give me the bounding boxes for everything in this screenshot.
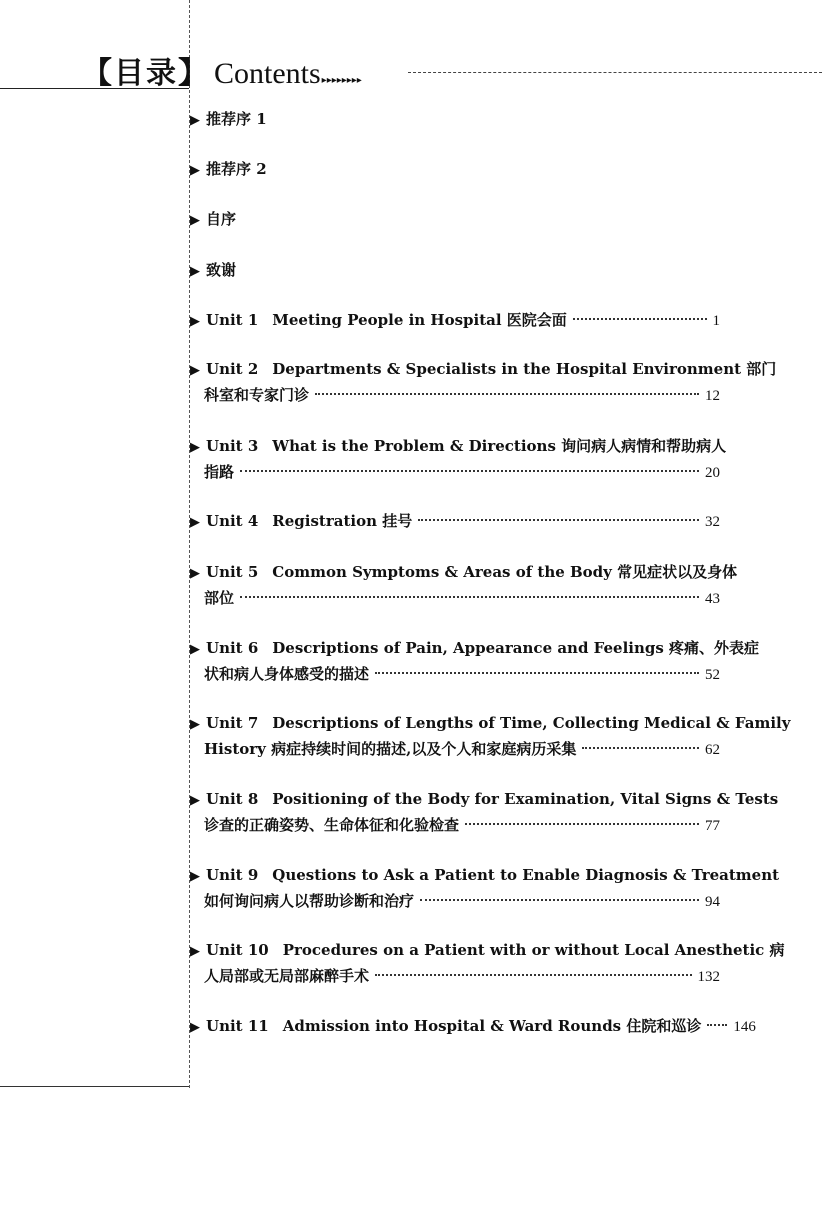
leader-dots	[420, 899, 699, 901]
page-number: 146	[733, 1019, 756, 1035]
header-rule-right	[408, 72, 822, 73]
toc-entry-label: 自序	[206, 210, 237, 228]
unit-title: Positioning of the Body for Examination, Vital Signs & Tests	[272, 790, 779, 808]
unit-title-continued: 人局部或无局部麻醉手术	[204, 967, 370, 985]
unit-title: Questions to Ask a Patient to Enable Diagnosis & Treatment	[272, 866, 780, 884]
unit-number: Unit 8	[206, 790, 259, 808]
leader-dots	[582, 747, 699, 749]
leader-dots	[315, 393, 699, 395]
toc-entry-unit-2[interactable]	[190, 356, 777, 408]
page-number: 12	[705, 388, 720, 404]
unit-number: Unit 10	[206, 941, 269, 959]
leader-dots	[240, 596, 699, 598]
toc-entry-unit-5[interactable]	[190, 559, 738, 611]
toc-entry-unit-7[interactable]	[190, 710, 791, 762]
unit-number: Unit 2	[206, 360, 259, 378]
toc-entry-unit-3[interactable]	[190, 433, 727, 485]
toc-entry-preface[interactable]	[190, 206, 720, 232]
unit-title: Registration 挂号	[272, 512, 413, 530]
toc-entry-unit-10[interactable]	[190, 937, 785, 989]
bullet-arrow-icon: ▶	[190, 113, 200, 128]
bullet-arrow-icon: ▶	[190, 717, 200, 732]
page-number: 43	[705, 591, 720, 607]
toc-entry-label: 致谢	[206, 261, 237, 279]
page-header	[82, 48, 362, 92]
bullet-arrow-icon: ▶	[190, 163, 200, 178]
bullet-arrow-icon: ▶	[190, 566, 200, 581]
leader-dots	[375, 974, 691, 976]
page-number: 94	[705, 894, 720, 910]
bullet-arrow-icon: ▶	[190, 793, 200, 808]
unit-title-continued: History 病症持续时间的描述,以及个人和家庭病历采集	[204, 740, 577, 758]
toc-entry-foreword-1[interactable]	[190, 106, 720, 132]
leader-dots	[240, 470, 699, 472]
leader-dots	[375, 672, 699, 674]
unit-number: Unit 9	[206, 866, 259, 884]
unit-number: Unit 11	[206, 1017, 269, 1035]
unit-title-continued: 诊查的正确姿势、生命体征和化验检查	[204, 816, 460, 834]
leader-dots	[707, 1024, 727, 1026]
bullet-arrow-icon: ▶	[190, 213, 200, 228]
toc-entry-foreword-2[interactable]	[190, 156, 720, 182]
bullet-arrow-icon: ▶	[190, 314, 200, 329]
bullet-arrow-icon: ▶	[190, 515, 200, 530]
toc-entry-unit-6[interactable]	[190, 635, 760, 687]
unit-title: Departments & Specialists in the Hospital Environment 部门	[272, 360, 777, 378]
page-number: 52	[705, 667, 720, 683]
unit-title: Procedures on a Patient with or without Local Anesthetic 病	[282, 941, 785, 959]
unit-title-continued: 指路	[204, 463, 235, 481]
page-number: 32	[705, 514, 720, 530]
bullet-arrow-icon: ▶	[190, 363, 200, 378]
bullet-arrow-icon: ▶	[190, 1020, 200, 1035]
bullet-arrow-icon: ▶	[190, 944, 200, 959]
unit-number: Unit 3	[206, 437, 259, 455]
leader-dots	[573, 318, 707, 320]
unit-title: What is the Problem & Directions 询问病人病情和帮助病人	[272, 437, 727, 455]
toc-entry-unit-8[interactable]	[190, 786, 779, 838]
bullet-arrow-icon: ▶	[190, 642, 200, 657]
unit-number: Unit 7	[206, 714, 259, 732]
bullet-arrow-icon: ▶	[190, 869, 200, 884]
toc-entry-acknowledgements[interactable]	[190, 257, 720, 283]
page-number: 77	[705, 818, 720, 834]
toc-entry-unit-11[interactable]	[190, 1013, 756, 1039]
unit-number: Unit 6	[206, 639, 259, 657]
toc-entry-unit-4[interactable]	[190, 508, 720, 534]
page-number: 1	[712, 313, 720, 329]
unit-title: Descriptions of Lengths of Time, Collecting Medical & Family	[272, 714, 791, 732]
unit-title: Admission into Hospital & Ward Rounds 住院和巡诊	[282, 1017, 702, 1035]
chinese-title: 【目录】	[82, 56, 210, 91]
english-title: Contents	[214, 57, 321, 90]
header-arrows: ▸▸▸▸▸▸▸▸	[321, 75, 362, 86]
unit-title: Meeting People in Hospital 医院会面	[272, 311, 567, 329]
toc-entry-label: 推荐序 1	[206, 110, 267, 128]
unit-title-continued: 科室和专家门诊	[204, 386, 310, 404]
bullet-arrow-icon: ▶	[190, 264, 200, 279]
leader-dots	[418, 519, 699, 521]
page-number: 62	[705, 742, 720, 758]
unit-number: Unit 5	[206, 563, 259, 581]
bullet-arrow-icon: ▶	[190, 440, 200, 455]
unit-title: Common Symptoms & Areas of the Body 常见症状以及身体	[272, 563, 738, 581]
leader-dots	[465, 823, 699, 825]
toc-entry-unit-9[interactable]	[190, 862, 780, 914]
unit-title-continued: 状和病人身体感受的描述	[204, 665, 370, 683]
page-number: 20	[705, 465, 720, 481]
unit-number: Unit 4	[206, 512, 259, 530]
unit-title: Descriptions of Pain, Appearance and Feelings 疼痛、外表症	[272, 639, 760, 657]
footer-rule	[0, 1086, 189, 1087]
unit-title-continued: 如何询问病人以帮助诊断和治疗	[204, 892, 415, 910]
toc-entry-label: 推荐序 2	[206, 160, 267, 178]
toc-entry-unit-1[interactable]	[190, 307, 720, 333]
unit-title-continued: 部位	[204, 589, 235, 607]
page-number: 132	[697, 969, 720, 985]
unit-number: Unit 1	[206, 311, 259, 329]
